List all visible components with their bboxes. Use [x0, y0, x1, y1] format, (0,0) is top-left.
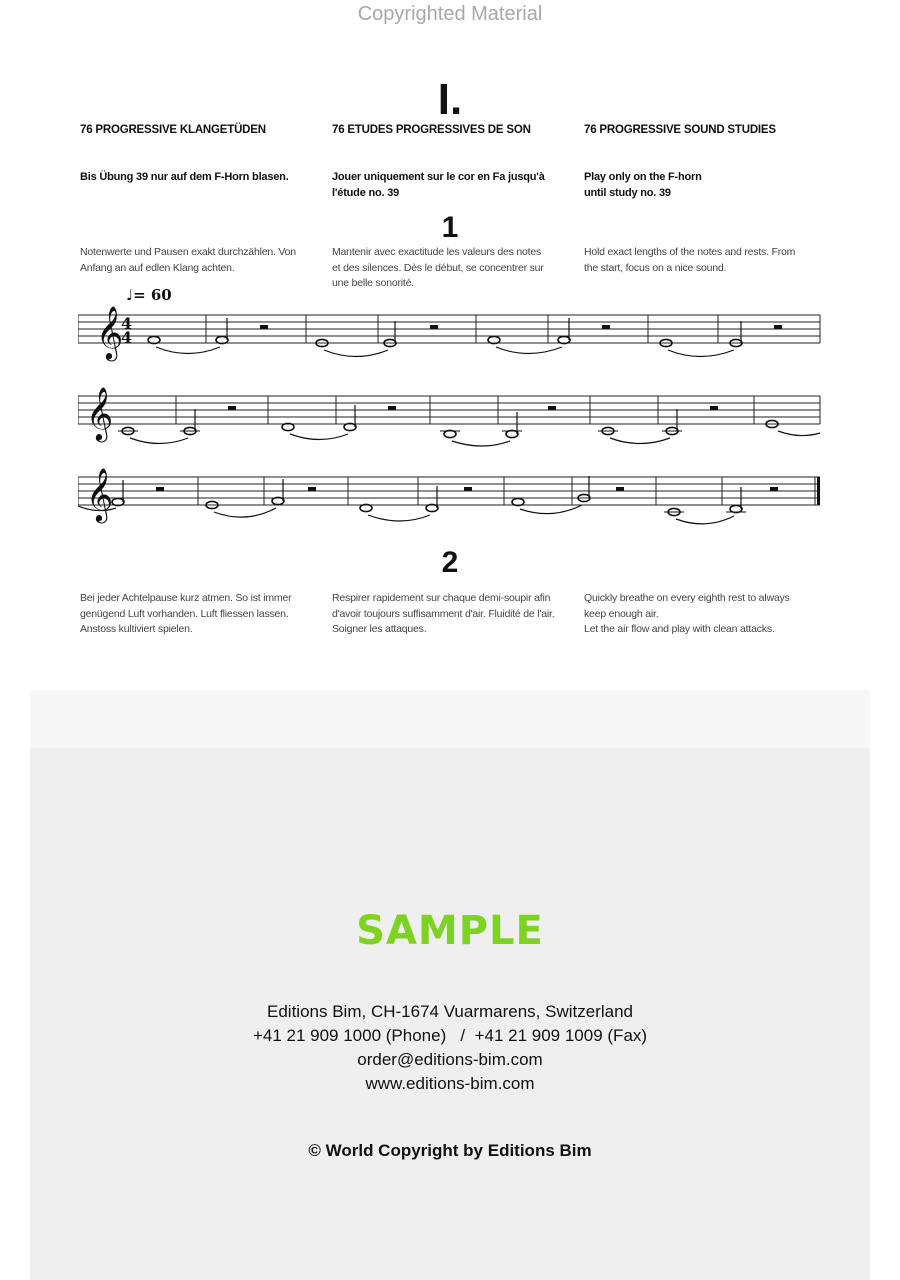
text-line: Let the air flow and play with clean attacks.: [584, 623, 775, 635]
treble-clef-icon: 𝄞: [86, 386, 114, 440]
german-title: 76 PROGRESSIVE KLANGETÜDEN: [80, 124, 266, 136]
tempo-value: = 60: [133, 286, 172, 304]
text-line: d'avoir toujours suffisamment d'air. Fluidité de l'air.: [332, 607, 555, 620]
text-line: Quickly breathe on every eighth rest to always: [584, 592, 790, 604]
french-note: [332, 169, 545, 201]
german-note-line: Bis Übung 39 nur auf dem F-Horn blasen.: [80, 171, 289, 183]
etude-2-number: 2: [441, 546, 459, 579]
english-note-line: until study no. 39: [584, 187, 671, 199]
text-line: Hold exact lengths of the notes and rests. From: [584, 246, 796, 258]
german-etude2-text: [80, 591, 291, 638]
text-line: Anstoss kultiviert spielen.: [80, 623, 193, 635]
sample-label: SAMPLE: [356, 908, 544, 954]
german-etude1-text: [80, 245, 296, 276]
french-etude2-text: [332, 591, 554, 638]
etude-1-number: 1: [441, 211, 459, 244]
french-note-line: Jouer uniquement sur le cor en Fa jusqu'à: [332, 171, 545, 183]
time-signature-top: 4: [121, 314, 133, 333]
english-etude2-text: [584, 591, 790, 638]
staff-1: [78, 300, 828, 370]
text-line: keep enough air.: [584, 607, 659, 620]
publisher-address: Editions Bim, CH-1674 Vuarmarens, Switzerland: [267, 1002, 633, 1021]
panel-fade: [30, 690, 870, 748]
text-line: Anfang an auf edlen Klang achten.: [80, 261, 235, 274]
text-line: Soigner les attaques.: [332, 623, 427, 635]
staff-3: [78, 462, 828, 532]
english-etude1-text: [584, 245, 795, 276]
text-line: genügend Luft vorhanden. Luft fliessen lassen.: [80, 607, 289, 620]
text-line: Notenwerte und Pausen exakt durchzählen. Von: [80, 246, 296, 258]
french-title: 76 ETUDES PROGRESSIVES DE SON: [332, 124, 531, 136]
english-note: [584, 169, 702, 201]
publisher-email[interactable]: order@editions-bim.com: [357, 1050, 543, 1069]
sample-panel: [30, 690, 870, 1280]
quarter-note-icon: ♩: [126, 286, 134, 304]
time-signature-bottom: 4: [121, 328, 133, 347]
watermark: Copyrighted Material: [357, 3, 543, 25]
treble-clef-icon: 𝄞: [86, 467, 114, 521]
copyright-notice: © World Copyright by Editions Bim: [308, 1141, 592, 1160]
text-line: et des silences. Dès le début, se concentrer sur: [332, 261, 544, 274]
staff-2: [78, 381, 828, 451]
section-number: I.: [437, 75, 463, 124]
text-line: the start, focus on a nice sound.: [584, 261, 727, 274]
english-note-line: Play only on the F-horn: [584, 171, 702, 183]
english-title: 76 PROGRESSIVE SOUND STUDIES: [584, 124, 776, 136]
text-line: Respirer rapidement sur chaque demi-soupir afin: [332, 592, 551, 604]
treble-clef-icon: 𝄞: [96, 305, 124, 359]
french-note-line: l'étude no. 39: [332, 187, 400, 199]
publisher-phone-fax: +41 21 909 1000 (Phone) / +41 21 909 1009 (Fax): [252, 1026, 648, 1045]
publisher-website[interactable]: www.editions-bim.com: [365, 1074, 535, 1093]
french-etude1-text: [332, 245, 544, 292]
text-line: Mantenir avec exactitude les valeurs des notes: [332, 246, 542, 258]
text-line: une belle sonorité.: [332, 277, 415, 289]
publisher-info: [0, 1000, 900, 1096]
german-note: [80, 169, 289, 185]
text-line: Bei jeder Achtelpause kurz atmen. So ist immer: [80, 592, 292, 604]
